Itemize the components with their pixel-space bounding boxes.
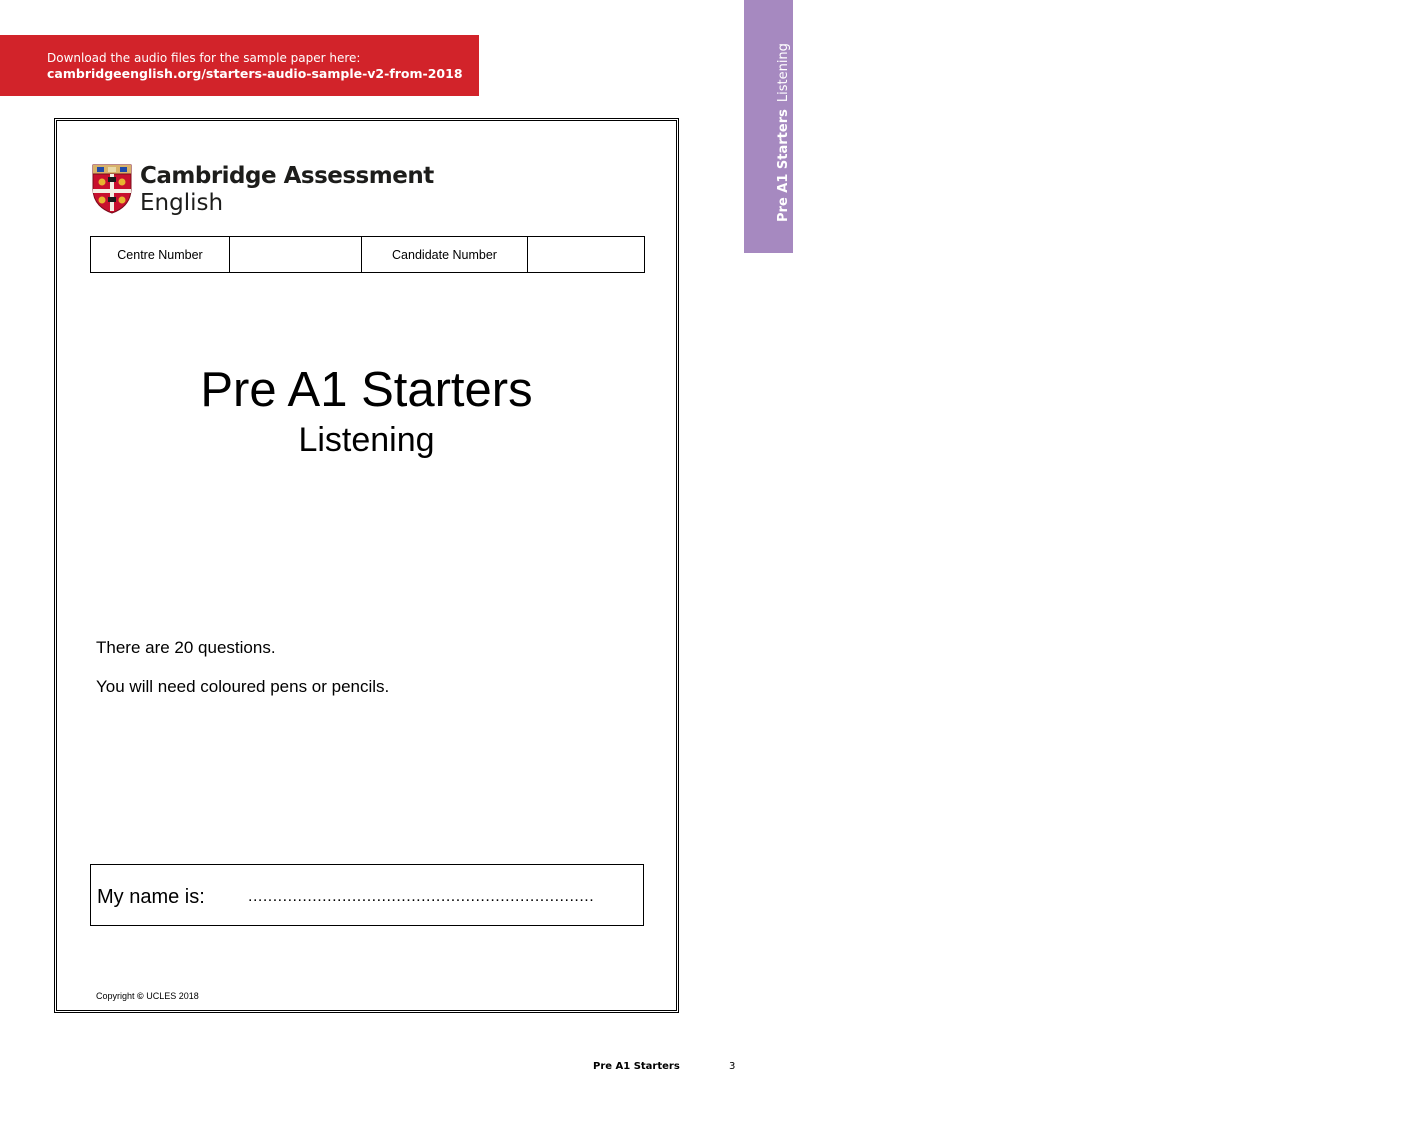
name-label: My name is: [97,886,205,908]
exam-cover-page [54,118,679,1013]
question-count-text: There are 20 questions. [96,638,276,657]
cambridge-logo [91,163,434,217]
audio-download-link[interactable]: cambridgeenglish.org/starters-audio-sample-v2-from-2018 [47,66,463,81]
side-tab-level: Pre A1 Starters [776,109,791,222]
centre-number-field[interactable] [230,237,362,273]
exam-subtitle: Listening [298,421,435,459]
centre-number-label: Centre Number [91,237,230,273]
copyright-holder: UCLES 2018 [146,991,199,1001]
candidate-details-table [90,236,645,273]
candidate-number-label: Candidate Number [362,237,528,273]
name-box [90,864,644,926]
logo-line-1: Cambridge Assessment [140,163,434,189]
logo-line-2: English [140,190,224,216]
name-field[interactable]: ...................................................................... [248,888,595,905]
logo-wordmark [140,163,434,217]
cambridge-shield-icon [91,163,133,215]
audio-download-banner [0,35,479,96]
candidate-number-field[interactable] [528,237,645,273]
copyright-prefix: Copyright [96,991,135,1001]
section-side-tab [744,0,793,253]
materials-text: You will need coloured pens or pencils. [96,677,390,696]
side-tab-section: Listening [776,43,791,103]
side-tab-label [776,43,792,222]
footer-title: Pre A1 Starters [593,1061,680,1072]
exam-title: Pre A1 Starters [200,363,533,417]
copyright-symbol: © [137,991,144,1001]
banner-text: Download the audio files for the sample paper here: [47,51,361,65]
page-number: 3 [729,1061,736,1072]
copyright-notice [96,991,199,1002]
